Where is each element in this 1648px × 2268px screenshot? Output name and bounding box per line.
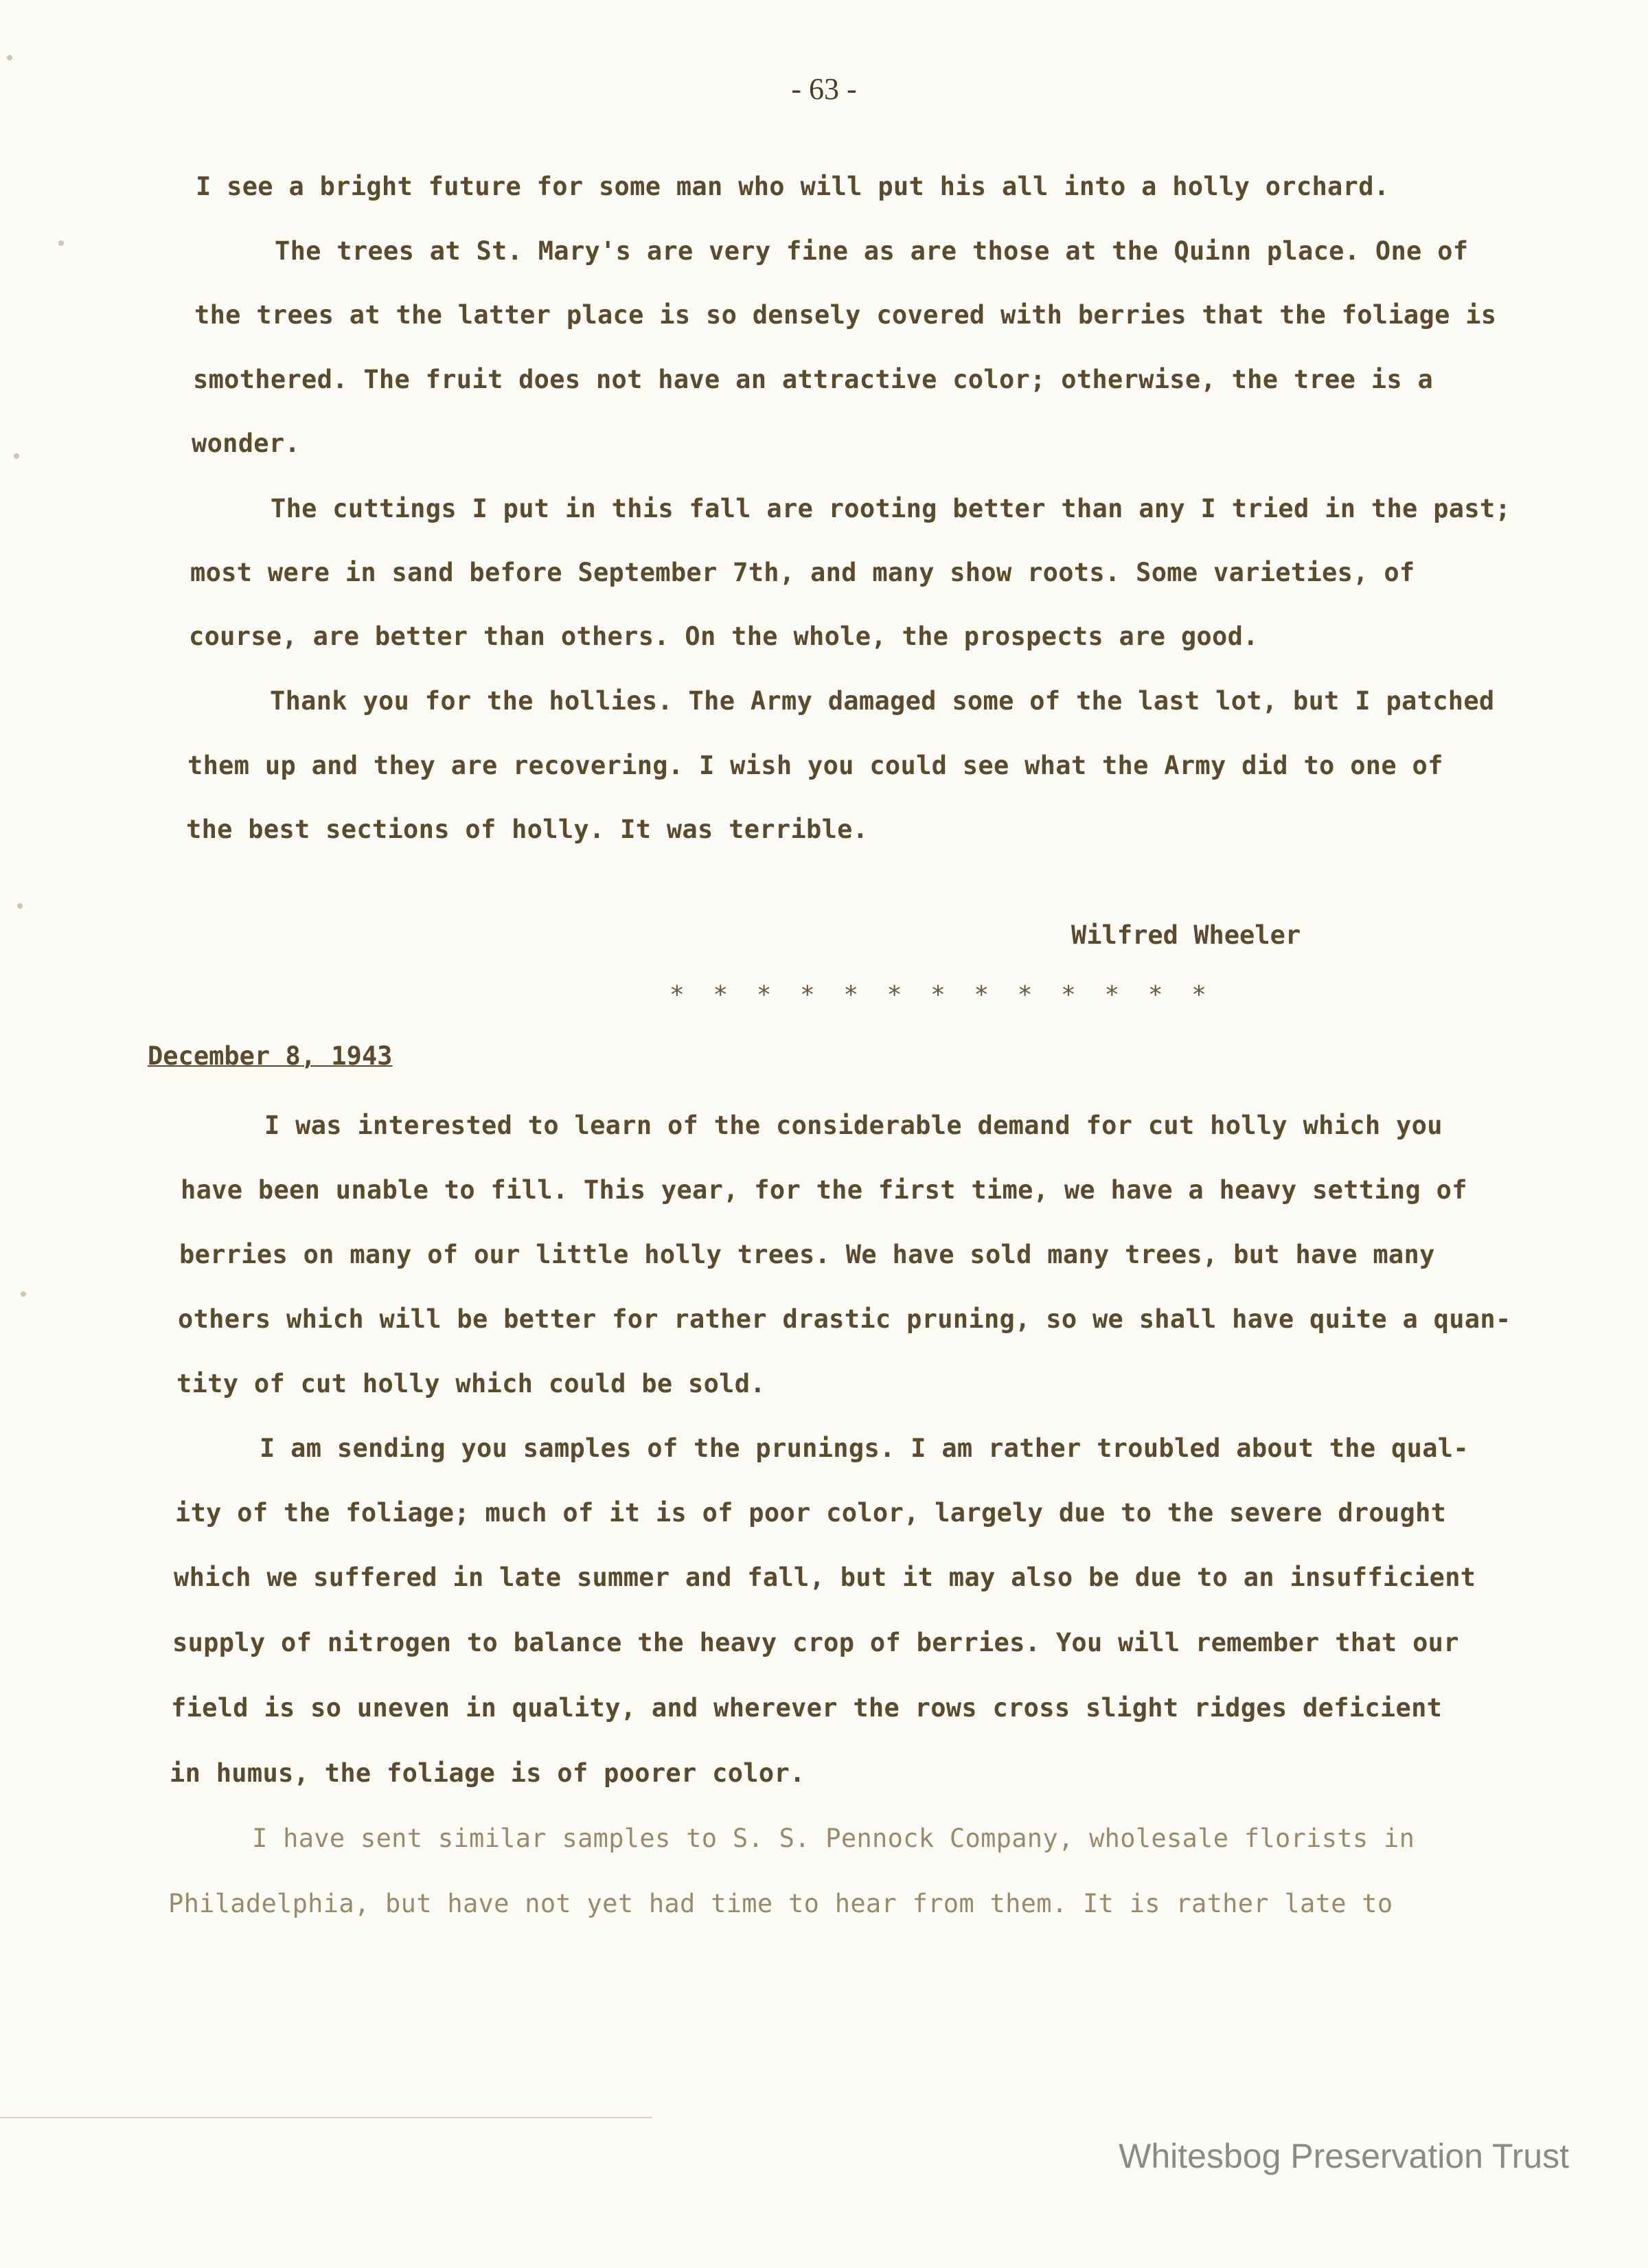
body-text-line: Thank you for the hollies. The Army damaged some of the last lot, but I patched bbox=[270, 686, 1495, 716]
body-text-line: course, are better than others. On the whole, the prospects are good. bbox=[189, 622, 1259, 651]
page-number: - 63 - bbox=[791, 72, 857, 106]
body-text-line: ity of the foliage; much of it is of poor color, largely due to the severe drought bbox=[175, 1498, 1447, 1528]
body-text-line: supply of nitrogen to balance the heavy crop of berries. You will remember that our bbox=[172, 1628, 1459, 1657]
body-text-line: I am sending you samples of the prunings. I am rather troubled about the qual- bbox=[260, 1433, 1469, 1463]
body-text-line: in humus, the foliage is of poorer color. bbox=[170, 1758, 805, 1788]
body-text-line: Philadelphia, but have not yet had time to hear from them. It is rather late to bbox=[168, 1889, 1393, 1918]
body-text-line: tity of cut holly which could be sold. bbox=[176, 1369, 766, 1398]
body-text-line: I have sent similar samples to S. S. Pennock Company, wholesale florists in bbox=[252, 1824, 1415, 1853]
body-text-line: I see a bright future for some man who will put his all into a holly orchard. bbox=[196, 172, 1390, 201]
body-text-line: The cuttings I put in this fall are rooting better than any I tried in the past; bbox=[271, 494, 1511, 523]
body-text-line: most were in sand before September 7th, and many show roots. Some varieties, of bbox=[190, 558, 1415, 587]
body-text-line: have been unable to fill. This year, for the first time, we have a heavy setting of bbox=[181, 1175, 1467, 1205]
paper-speck bbox=[14, 453, 19, 459]
body-text-line: berries on many of our little holly trees. We have sold many trees, but have many bbox=[179, 1240, 1435, 1269]
paper-speck bbox=[21, 1291, 26, 1297]
paper-speck bbox=[17, 903, 23, 909]
paper-speck bbox=[58, 240, 64, 246]
body-text-line: field is so uneven in quality, and wherever the rows cross slight ridges deficient bbox=[171, 1693, 1443, 1723]
scan-edge-line bbox=[0, 2117, 652, 2118]
body-text-line: others which will be better for rather drastic pruning, so we shall have quite a quan- bbox=[178, 1304, 1511, 1334]
body-text-line: smothered. The fruit does not have an attractive color; otherwise, the tree is a bbox=[193, 365, 1434, 394]
body-text-line: them up and they are recovering. I wish you could see what the Army did to one of bbox=[187, 751, 1443, 780]
body-text-line: I was interested to learn of the considerable demand for cut holly which you bbox=[264, 1111, 1443, 1140]
body-text-line: The trees at St. Mary's are very fine as are those at the Quinn place. One of bbox=[275, 236, 1469, 266]
body-text-line: which we suffered in late summer and fall, but it may also be due to an insufficient bbox=[174, 1563, 1476, 1592]
paper-speck bbox=[7, 55, 12, 60]
body-text-line: the best sections of holly. It was terrible. bbox=[186, 815, 869, 844]
body-text-line: wonder. bbox=[192, 429, 301, 458]
watermark-text: Whitesbog Preservation Trust bbox=[1119, 2137, 1569, 2175]
section-separator: * * * * * * * * * * * * * bbox=[670, 981, 1213, 1009]
signature-name: Wilfred Wheeler bbox=[1071, 920, 1301, 950]
section-date: December 8, 1943 bbox=[148, 1041, 393, 1071]
body-text-line: the trees at the latter place is so densely covered with berries that the foliage is bbox=[194, 300, 1497, 330]
